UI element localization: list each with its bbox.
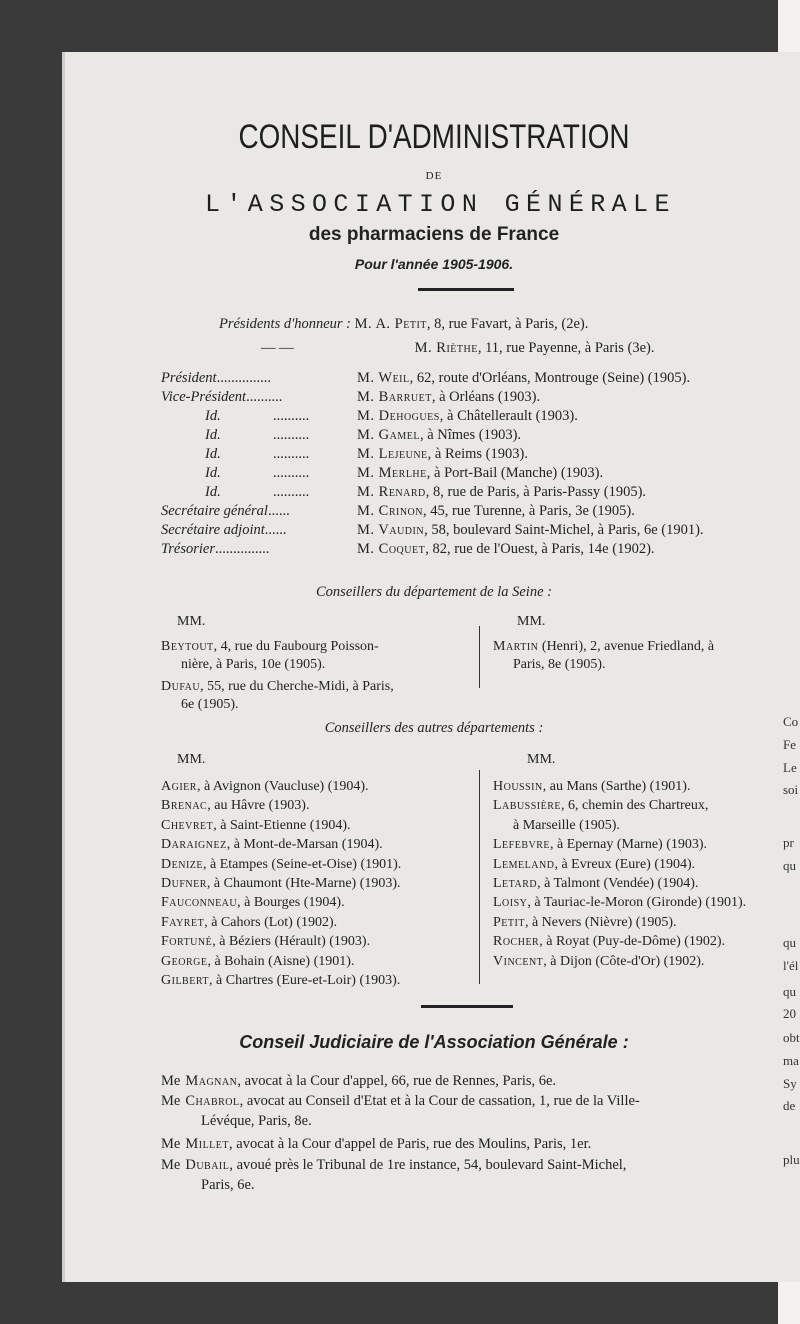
counsel-name: Millet: [185, 1136, 230, 1152]
member-name: M. Lejeune: [357, 446, 428, 462]
member-name: Chevret: [161, 817, 214, 833]
honneur-name: M. A. Petit: [354, 316, 427, 332]
member-name: Loisy: [493, 895, 528, 911]
edge-fragment: pr: [783, 835, 794, 850]
edge-fragment: de: [783, 1098, 796, 1113]
autres-mm-right: MM.: [527, 752, 556, 767]
bureau-entry: [357, 427, 521, 444]
member-entry: [161, 797, 309, 815]
member-name: Daraignez: [161, 837, 227, 853]
honneur-name: M. Rièthe: [414, 340, 478, 356]
counsel-prefix: Me: [161, 1157, 181, 1173]
member-entry: [161, 972, 400, 990]
year-line: Pour l'année 1905-1906.: [354, 256, 514, 272]
bureau-entry: [357, 389, 540, 406]
counsel-entry-cont: Lévéque, Paris, 8e.: [201, 1113, 312, 1129]
counsel-detail: , avocat au Conseil d'Etat et à la Cour de cassation, 1, rue de la Ville-: [239, 1093, 640, 1109]
member-detail: , 55, rue du Cherche-Midi, à Paris,: [200, 679, 394, 694]
title-connector: DE: [425, 170, 443, 182]
member-name: Fauconneau: [161, 895, 238, 911]
member-entry: [493, 894, 746, 912]
member-entry: [161, 875, 401, 893]
honneur-row: [261, 340, 654, 357]
counsel-prefix: Me: [161, 1093, 181, 1109]
member-entry: [161, 894, 345, 912]
counsel-entry: [161, 1092, 640, 1110]
member-entry: [161, 856, 401, 874]
member-name: M. Renard: [357, 484, 426, 500]
edge-fragment: qu: [783, 858, 796, 873]
honneur-detail: , 8, rue Favart, à Paris, (2e).: [426, 316, 589, 332]
member-name: M. Dehogues: [357, 408, 440, 424]
autres-heading: Conseillers des autres départements :: [324, 720, 544, 736]
member-detail: (Henri), 2, avenue Friedland, à: [538, 639, 715, 654]
leader-dots: ..........: [273, 427, 310, 443]
member-detail: , à Port-Bail (Manche) (1903).: [426, 465, 604, 481]
member-detail: , 45, rue Turenne, à Paris, 3e (1905).: [422, 503, 635, 519]
member-entry: [493, 875, 698, 893]
member-name: Petit: [493, 914, 525, 930]
leader-dots: ......: [267, 503, 290, 519]
member-name: Vincent: [493, 953, 544, 969]
member-detail: , à Mont-de-Marsan (1904).: [226, 837, 383, 853]
bureau-role: Secrétaire adjoint: [161, 522, 265, 538]
member-entry: [161, 817, 351, 835]
edge-fragment: Co: [783, 714, 799, 729]
member-detail: , à Reims (1903).: [427, 446, 528, 462]
member-entry: [493, 638, 714, 656]
member-entry: [493, 836, 707, 854]
bureau-role: Id.: [205, 446, 221, 462]
member-name: M. Coquet: [357, 541, 426, 557]
member-name: M. Crinon: [357, 503, 423, 519]
seine-mm-left: MM.: [177, 614, 206, 629]
member-name: Fortuné: [161, 934, 213, 950]
member-entry-cont: 6e (1905).: [181, 697, 239, 712]
member-detail: , au Mans (Sarthe) (1901).: [542, 779, 691, 794]
bureau-entry: [357, 465, 603, 482]
member-entry: [493, 778, 690, 796]
member-entry: [493, 856, 695, 874]
member-detail: , au Hâvre (1903).: [207, 798, 310, 814]
member-entry: [161, 836, 383, 854]
member-detail: , à Châtellerault (1903).: [439, 408, 578, 424]
member-detail: , à Nîmes (1903).: [419, 427, 522, 443]
leader-dots: ..........: [273, 446, 310, 462]
leader-dots: ...............: [216, 370, 271, 386]
edge-fragment: qu: [783, 935, 796, 950]
member-detail: , à Etampes (Seine-et-Oise) (1901).: [203, 856, 402, 872]
edge-fragment: obt: [783, 1030, 800, 1045]
edge-fragment: soi: [783, 782, 799, 797]
counsel-entry: [161, 1072, 556, 1090]
member-detail: , à Dijon (Côte-d'Or) (1902).: [543, 953, 705, 969]
bureau-role: Id.: [205, 408, 221, 424]
member-detail: , à Royat (Puy-de-Dôme) (1902).: [539, 934, 726, 950]
member-name: M. Vaudin: [357, 522, 425, 538]
member-name: Lefebvre: [493, 837, 550, 853]
counsel-name: Magnan: [185, 1073, 238, 1089]
association-heading: L'ASSOCIATION GÉNÉRALE: [205, 190, 676, 219]
document-page: [62, 52, 800, 1282]
edge-fragment: l'él: [783, 958, 799, 973]
bureau-row: [161, 522, 287, 539]
bureau-role: Secrétaire général: [161, 503, 268, 519]
honneur-label: — —: [261, 340, 294, 356]
edge-fragment: qu: [783, 984, 796, 999]
member-name: Beytout: [161, 639, 214, 654]
member-name: Martin: [493, 639, 539, 654]
leader-dots: ..........: [273, 465, 310, 481]
bureau-row: [161, 427, 357, 444]
bureau-row: [161, 503, 290, 520]
bureau-row: [161, 465, 357, 482]
member-detail: , 82, rue de l'Ouest, à Paris, 14e (1902).: [425, 541, 655, 557]
counsel-entry-cont: Paris, 6e.: [201, 1177, 255, 1193]
bureau-role: Id.: [205, 484, 221, 500]
member-entry-cont: Paris, 8e (1905).: [513, 657, 606, 672]
bureau-entry: [357, 370, 690, 387]
counsel-name: Chabrol: [185, 1093, 240, 1109]
counsel-name: Dubail: [185, 1157, 230, 1173]
seine-heading: Conseillers du département de la Seine :: [316, 584, 552, 600]
bureau-role: Id.: [205, 427, 221, 443]
bureau-entry: [357, 446, 528, 463]
member-name: Lemeland: [493, 856, 555, 872]
member-detail: , à Talmont (Vendée) (1904).: [537, 876, 699, 891]
bureau-row: [161, 408, 357, 425]
member-name: Fayret: [161, 914, 205, 930]
leader-dots: ...............: [215, 541, 270, 557]
judiciaire-heading: Conseil Judiciaire de l'Association Générale :: [239, 1032, 629, 1052]
member-detail: , à Chartres (Eure-et-Loir) (1903).: [209, 973, 401, 988]
member-entry: [493, 914, 677, 932]
member-entry: [161, 914, 337, 932]
member-entry: [513, 817, 620, 835]
member-name: Gilbert: [161, 973, 210, 988]
edge-fragment: 20: [783, 1006, 796, 1021]
leader-dots: ..........: [246, 389, 283, 405]
member-detail: , 62, route d'Orléans, Montrouge (Seine) (1905).: [409, 370, 691, 386]
separator-rule: [418, 288, 514, 291]
subtitle: des pharmaciens de France: [308, 224, 560, 245]
seine-mm-right: MM.: [517, 614, 546, 629]
bureau-role: Trésorier: [161, 541, 215, 557]
member-name: George: [161, 953, 208, 969]
member-detail: , à Nevers (Nièvre) (1905).: [524, 914, 677, 930]
member-name: M. Weil: [357, 370, 410, 386]
bureau-entry: [357, 503, 635, 520]
counsel-entry: [161, 1135, 591, 1153]
member-entry: [161, 953, 354, 971]
member-entry: [493, 797, 708, 815]
bureau-row: [161, 484, 357, 501]
member-detail: , 8, rue de Paris, à Paris-Passy (1905).: [425, 484, 647, 500]
member-name: Dufau: [161, 679, 201, 694]
member-name: Houssin: [493, 779, 543, 794]
member-detail: , à Evreux (Eure) (1904).: [554, 856, 696, 872]
counsel-entry: [161, 1156, 626, 1174]
honneur-label: Présidents d'honneur :: [219, 316, 351, 332]
bureau-role: Id.: [205, 465, 221, 481]
autres-mm-left: MM.: [177, 752, 206, 767]
leader-dots: ..........: [273, 408, 310, 424]
member-name: M. Gamel: [357, 427, 420, 443]
member-detail: , à Bourges (1904).: [237, 895, 345, 911]
bureau-entry: [357, 522, 704, 539]
member-name: Letard: [493, 876, 538, 891]
member-detail: , à Tauriac-le-Moron (Gironde) (1901).: [527, 895, 747, 911]
member-name: Rocher: [493, 934, 540, 950]
edge-fragment: Le: [783, 760, 797, 775]
counsel-prefix: Me: [161, 1073, 181, 1089]
leader-dots: ..........: [273, 484, 310, 500]
member-detail: , à Saint-Etienne (1904).: [213, 817, 351, 833]
bureau-entry: [357, 408, 578, 425]
member-name: Brenac: [161, 798, 208, 814]
honneur-detail: , 11, rue Payenne, à Paris (3e).: [477, 340, 655, 356]
member-detail: , à Avignon (Vaucluse) (1904).: [196, 779, 369, 794]
member-entry: [161, 933, 370, 951]
member-name: M. Merlhe: [357, 465, 427, 481]
member-entry: [161, 778, 369, 796]
bureau-row: [161, 541, 269, 558]
member-detail: , à Bohain (Aisne) (1901).: [207, 953, 355, 969]
bureau-entry: [357, 484, 646, 501]
honneur-row: [219, 316, 588, 333]
bureau-entry: [357, 541, 655, 558]
member-name: Dufner: [161, 876, 207, 891]
bureau-role: Vice-Président: [161, 389, 247, 405]
member-entry: [493, 953, 704, 971]
member-name: M. Barruet: [357, 389, 432, 405]
leader-dots: ......: [264, 522, 287, 538]
member-detail: , à Chaumont (Hte-Marne) (1903).: [206, 876, 401, 891]
member-detail: , à Cahors (Lot) (1902).: [204, 914, 338, 930]
member-entry: [493, 933, 725, 951]
counsel-detail: , avoué près le Tribunal de 1re instance, 54, boulevard Saint-Michel,: [229, 1157, 627, 1173]
page-title: CONSEIL D'ADMINISTRATION: [238, 118, 630, 156]
member-detail: à Marseille (1905).: [513, 817, 620, 833]
bureau-row: [161, 446, 357, 463]
counsel-detail: , avocat à la Cour d'appel, 66, rue de Rennes, Paris, 6e.: [237, 1073, 557, 1089]
member-entry-cont: nière, à Paris, 10e (1905).: [181, 657, 326, 672]
member-detail: , à Orléans (1903).: [431, 389, 541, 405]
member-name: Agier: [161, 779, 197, 794]
bureau-row: [161, 370, 271, 387]
member-entry: [161, 638, 379, 656]
counsel-prefix: Me: [161, 1136, 181, 1152]
counsel-detail: , avocat à la Cour d'appel de Paris, rue des Moulins, Paris, 1er.: [229, 1136, 592, 1152]
bureau-role: Président: [161, 370, 217, 386]
member-name: Denize: [161, 856, 203, 872]
edge-fragment: Sy: [783, 1076, 797, 1091]
separator-rule: [421, 1005, 513, 1008]
column-divider: [479, 626, 480, 688]
member-name: Labussière: [493, 798, 562, 814]
member-detail: , 58, boulevard Saint-Michel, à Paris, 6e (1901).: [424, 522, 704, 538]
member-detail: , 6, chemin des Chartreux,: [561, 798, 709, 814]
edge-fragment: plu: [783, 1152, 800, 1167]
member-entry: [161, 678, 394, 696]
edge-fragment: ma: [783, 1053, 799, 1068]
edge-fragment: Fe: [783, 737, 796, 752]
member-detail: , 4, rue du Faubourg Poisson-: [213, 639, 379, 654]
column-divider: [479, 770, 480, 984]
bureau-row: [161, 389, 282, 406]
member-detail: , à Epernay (Marne) (1903).: [550, 837, 708, 853]
member-detail: , à Béziers (Hérault) (1903).: [212, 934, 371, 950]
